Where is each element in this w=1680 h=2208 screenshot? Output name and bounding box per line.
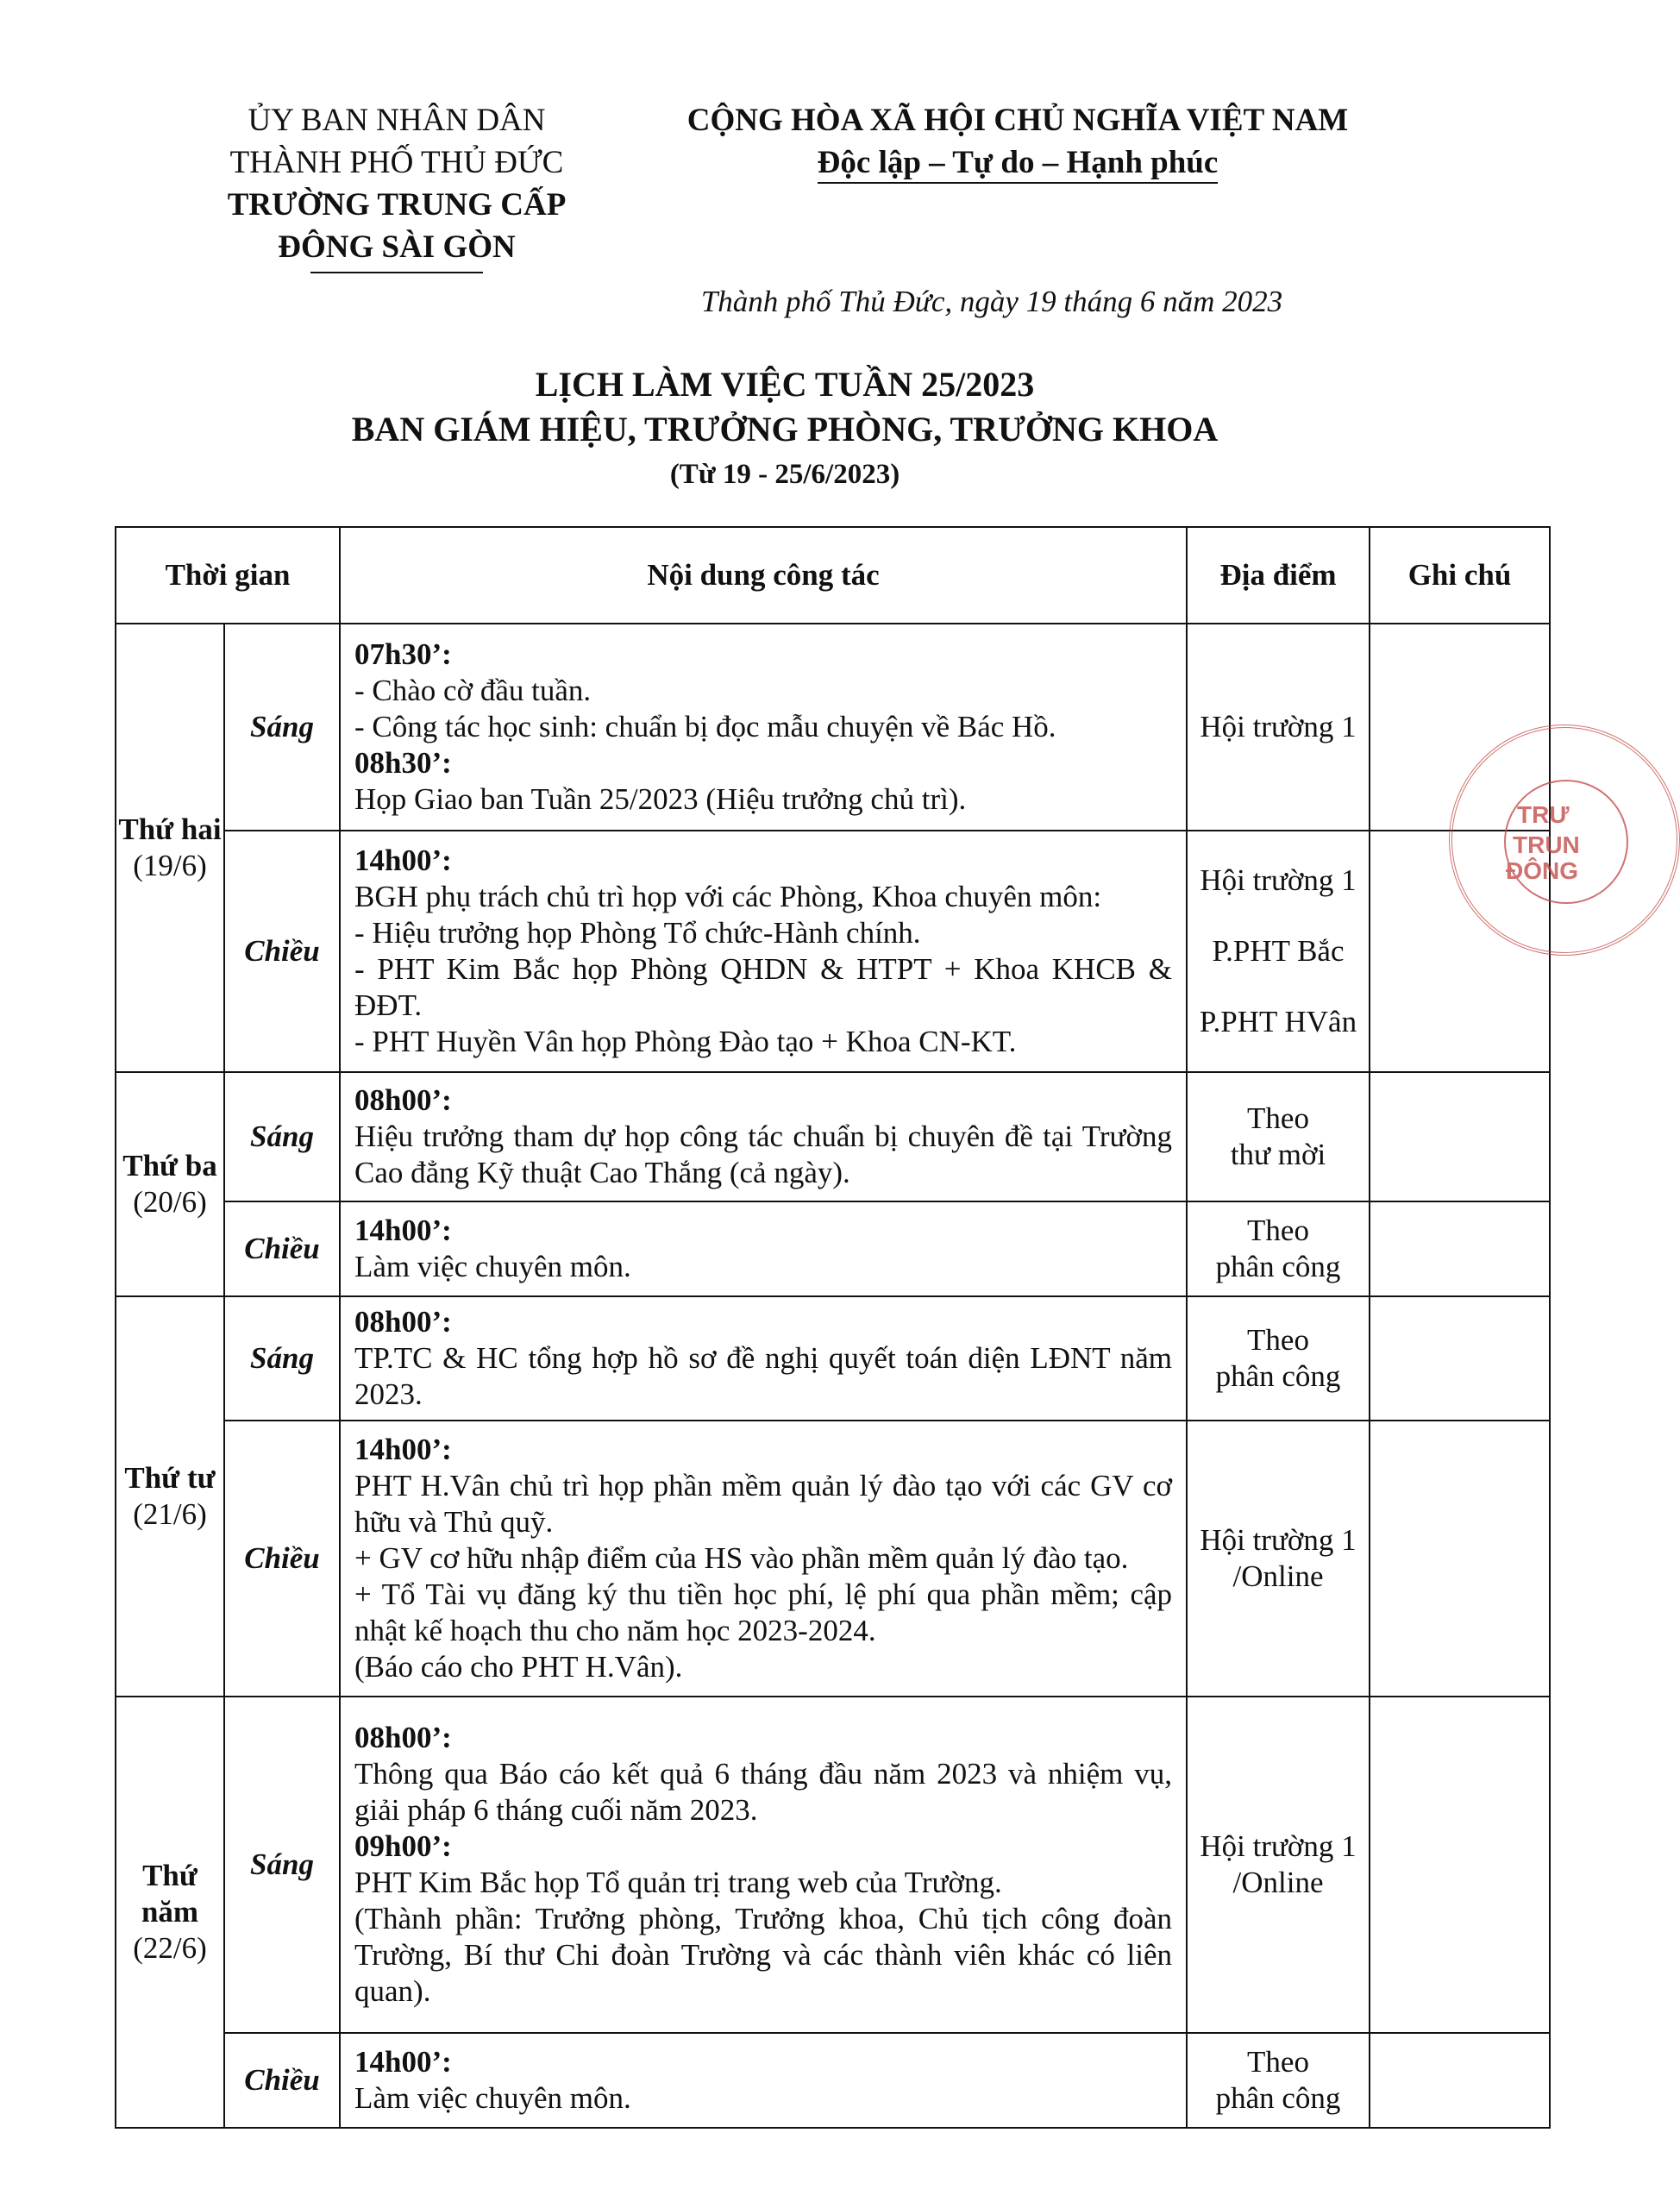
session-content xyxy=(340,1296,1187,1421)
official-seal xyxy=(1449,724,1680,956)
session-label: Chiều xyxy=(224,1421,340,1697)
day-cell xyxy=(116,624,224,1072)
title-line-1: LỊCH LÀM VIỆC TUẦN 25/2023 xyxy=(535,365,1035,404)
seal-text-1: TRƯ xyxy=(1517,801,1570,828)
header-content: Nội dung công tác xyxy=(340,527,1187,624)
session-time: 08h00’: xyxy=(354,1083,452,1117)
session-label: Sáng xyxy=(224,624,340,831)
day-date: (19/6) xyxy=(133,849,207,882)
session-content xyxy=(340,1201,1187,1296)
session-note xyxy=(1370,1421,1550,1697)
session-content xyxy=(340,831,1187,1072)
content-line: TP.TC & HC tổng hợp hồ sơ đề nghị quyết toán diện LĐNT năm 2023. xyxy=(354,1341,1173,1411)
document-title xyxy=(138,362,1432,497)
day-date: (21/6) xyxy=(133,1497,207,1531)
day-name: Thứ tư xyxy=(124,1461,216,1495)
session-label: Sáng xyxy=(224,1296,340,1421)
day-cell xyxy=(116,1296,224,1697)
title-line-2: BAN GIÁM HIỆU, TRƯỞNG PHÒNG, TRƯỞNG KHOA xyxy=(351,410,1219,448)
session-content xyxy=(340,1072,1187,1201)
content-line: Hiệu trưởng tham dự họp công tác chuẩn bị chuyên đề tại Trường Cao đẳng Kỹ thuật Cao Thắng (cả ngày). xyxy=(354,1120,1173,1189)
session-time: 07h30’: xyxy=(354,637,452,671)
location-line: /Online xyxy=(1232,1559,1324,1593)
table-row xyxy=(116,1421,1550,1697)
content-line: - Chào cờ đầu tuần. xyxy=(354,674,592,707)
seal-text-2: TRUN xyxy=(1513,831,1580,858)
session-location xyxy=(1187,1421,1370,1697)
session-content xyxy=(340,1697,1187,2033)
session-location xyxy=(1187,831,1370,1072)
session-note xyxy=(1370,1697,1550,2033)
session-location xyxy=(1187,1201,1370,1296)
issuer-line-2: THÀNH PHỐ THỦ ĐỨC xyxy=(229,145,564,180)
content-line: Thông qua Báo cáo kết quả 6 tháng đầu năm 2023 và nhiệm vụ, giải pháp 6 tháng cuối năm 2023. xyxy=(354,1757,1173,1827)
day-name: Thứ ba xyxy=(122,1149,217,1182)
issuer-underline xyxy=(310,272,483,273)
location-line: Hội trường 1 xyxy=(1200,710,1357,743)
session-location xyxy=(1187,1296,1370,1421)
table-row xyxy=(116,1072,1550,1201)
table-header-row xyxy=(116,527,1550,624)
header-time: Thời gian xyxy=(116,527,340,624)
content-line: + Tổ Tài vụ đăng ký thu tiền học phí, lệ phí qua phần mềm; cập nhật kế hoạch thu cho năm học 2023-2024. xyxy=(354,1578,1173,1647)
session-time: 08h00’: xyxy=(354,1305,452,1339)
location-line: P.PHT Bắc xyxy=(1212,934,1345,968)
location-line: Theo xyxy=(1247,1101,1309,1135)
location-line: thư mời xyxy=(1230,1138,1326,1171)
session-time: 08h00’: xyxy=(354,1721,452,1754)
session-label: Sáng xyxy=(224,1697,340,2033)
content-line: PHT H.Vân chủ trì họp phần mềm quản lý đào tạo với các GV cơ hữu và Thủ quỹ. xyxy=(354,1469,1173,1539)
session-note xyxy=(1370,1296,1550,1421)
table-row xyxy=(116,1296,1550,1421)
session-time: 14h00’: xyxy=(354,1433,452,1466)
seal-text-3: ĐÔNG xyxy=(1506,857,1578,884)
issuer-block xyxy=(198,99,595,273)
table-row xyxy=(116,2033,1550,2128)
day-name: Thứ hai xyxy=(118,812,222,846)
content-line: (Thành phần: Trưởng phòng, Trưởng khoa, Chủ tịch công đoàn Trường, Bí thư Chi đoàn Trường và các thành viên khác có liên quan). xyxy=(354,1902,1173,2008)
table-row xyxy=(116,831,1550,1072)
content-line: - PHT Kim Bắc họp Phòng QHDN & HTPT + Khoa KHCB & ĐĐT. xyxy=(354,952,1173,1022)
content-line: - Công tác học sinh: chuẩn bị đọc mẫu chuyện về Bác Hồ. xyxy=(354,710,1056,743)
session-time: 14h00’: xyxy=(354,844,452,877)
content-line: PHT Kim Bắc họp Tổ quản trị trang web của Trường. xyxy=(354,1866,1002,1899)
session-label: Chiều xyxy=(224,831,340,1072)
content-line: Làm việc chuyên môn. xyxy=(354,2081,631,2115)
session-label: Chiều xyxy=(224,1201,340,1296)
title-date-range: (Từ 19 - 25/6/2023) xyxy=(669,459,900,490)
session-content xyxy=(340,624,1187,831)
dateline: Thành phố Thủ Đức, ngày 19 tháng 6 năm 2023 xyxy=(700,285,1283,318)
content-line: (Báo cáo cho PHT H.Vân). xyxy=(354,1650,683,1684)
day-cell xyxy=(116,1072,224,1296)
session-note xyxy=(1370,1072,1550,1201)
content-line: Làm việc chuyên môn. xyxy=(354,1250,631,1283)
schedule-table xyxy=(115,526,1551,2129)
national-motto-block xyxy=(655,99,1380,184)
location-line: Hội trường 1 xyxy=(1200,1523,1357,1557)
session-location xyxy=(1187,1697,1370,2033)
content-line: Họp Giao ban Tuần 25/2023 (Hiệu trưởng chủ trì). xyxy=(354,782,967,816)
country-name: CỘNG HÒA XÃ HỘI CHỦ NGHĨA VIỆT NAM xyxy=(686,103,1349,138)
content-line: - Hiệu trưởng họp Phòng Tổ chức-Hành chính. xyxy=(354,916,921,950)
location-line: /Online xyxy=(1232,1866,1324,1899)
session-location xyxy=(1187,624,1370,831)
table-row xyxy=(116,1697,1550,2033)
day-name: Thứ năm xyxy=(141,1859,199,1929)
session-label: Chiều xyxy=(224,2033,340,2128)
session-content xyxy=(340,1421,1187,1697)
session-time: 09h00’: xyxy=(354,1829,452,1863)
location-line: Theo xyxy=(1247,1323,1309,1357)
location-line: phân công xyxy=(1215,2081,1341,2115)
content-line: + GV cơ hữu nhập điểm của HS vào phần mềm quản lý đào tạo. xyxy=(354,1541,1129,1575)
location-spacer xyxy=(1194,899,1362,933)
table-row xyxy=(116,624,1550,831)
content-line: - PHT Huyền Vân họp Phòng Đào tạo + Khoa CN-KT. xyxy=(354,1025,1017,1058)
session-time: 14h00’: xyxy=(354,1214,452,1247)
issuer-line-3: TRƯỜNG TRUNG CẤP xyxy=(227,187,567,223)
day-cell xyxy=(116,1697,224,2128)
location-line: Theo xyxy=(1247,1214,1309,1247)
session-time: 14h00’: xyxy=(354,2045,452,2079)
issuer-line-4: ĐÔNG SÀI GÒN xyxy=(278,229,516,265)
location-line: Hội trường 1 xyxy=(1200,1829,1357,1863)
header-note: Ghi chú xyxy=(1370,527,1550,624)
day-date: (22/6) xyxy=(133,1931,207,1965)
location-line: phân công xyxy=(1215,1250,1341,1283)
session-content xyxy=(340,2033,1187,2128)
location-line: P.PHT HVân xyxy=(1199,1005,1357,1038)
location-line: phân công xyxy=(1215,1359,1341,1393)
session-time: 08h30’: xyxy=(354,746,452,780)
session-note xyxy=(1370,1201,1550,1296)
header-location: Địa điểm xyxy=(1187,527,1370,624)
table-row xyxy=(116,1201,1550,1296)
session-label: Sáng xyxy=(224,1072,340,1201)
location-line: Theo xyxy=(1247,2045,1309,2079)
location-spacer xyxy=(1194,969,1362,1004)
day-date: (20/6) xyxy=(133,1185,207,1219)
issuer-line-1: ỦY BAN NHÂN DÂN xyxy=(248,103,546,138)
session-location xyxy=(1187,2033,1370,2128)
session-location xyxy=(1187,1072,1370,1201)
location-line: Hội trường 1 xyxy=(1200,863,1357,897)
content-line: BGH phụ trách chủ trì họp với các Phòng, Khoa chuyên môn: xyxy=(354,880,1102,913)
national-motto: Độc lập – Tự do – Hạnh phúc xyxy=(818,144,1219,184)
session-note xyxy=(1370,2033,1550,2128)
